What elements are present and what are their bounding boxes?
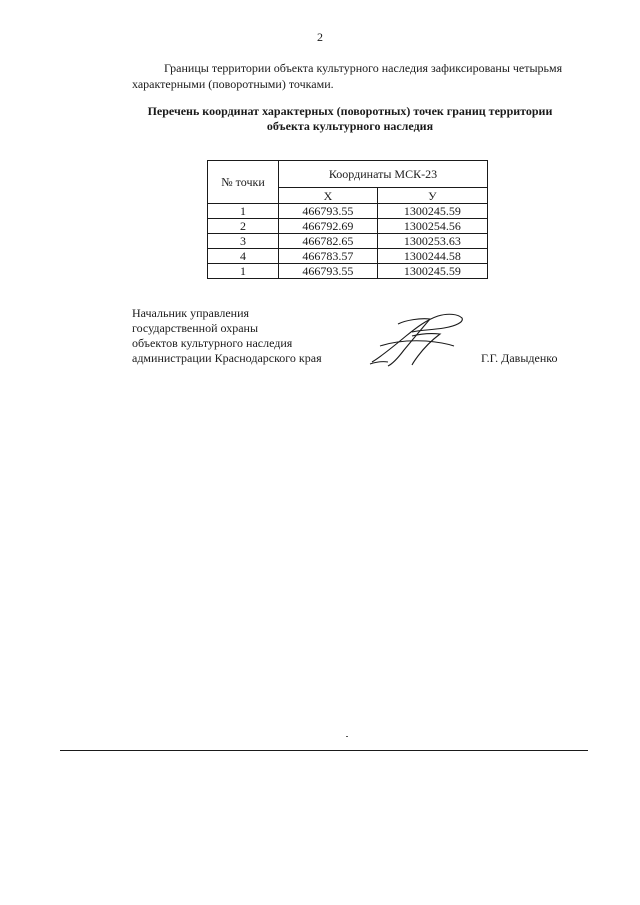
point-number-header: № точки	[208, 161, 279, 204]
point-number-cell: 1	[208, 264, 279, 279]
intro-paragraph: Границы территории объекта культурного наследия зафиксированы четырьмя характерными (поворотными) точками.	[132, 61, 563, 91]
signatory-title-line-2: государственной охраны	[132, 321, 259, 335]
signatory-title-line-4: администрации Краснодарского края	[132, 351, 322, 365]
scan-mark	[346, 736, 348, 737]
table-heading-line-1: Перечень координат характерных (поворотных) точек границ территории	[147, 104, 553, 118]
x-cell: 466792.69	[279, 219, 378, 234]
table-row	[208, 219, 488, 234]
page-number: 2	[317, 30, 323, 44]
table-row	[208, 234, 488, 249]
x-cell: 466793.55	[279, 204, 378, 219]
x-column-header: X	[279, 188, 378, 204]
signer-name: Г.Г. Давыденко	[481, 351, 558, 365]
table-heading	[120, 104, 580, 134]
x-cell: 466793.55	[279, 264, 378, 279]
handwritten-signature	[368, 306, 468, 368]
point-number-cell: 3	[208, 234, 279, 249]
x-cell: 466783.57	[279, 249, 378, 264]
y-cell: 1300245.59	[377, 264, 487, 279]
coordinates-table	[207, 160, 488, 279]
y-cell: 1300245.59	[377, 204, 487, 219]
table-row	[208, 264, 488, 279]
point-number-cell: 4	[208, 249, 279, 264]
table-row	[208, 204, 488, 219]
y-cell: 1300253.63	[377, 234, 487, 249]
table-row	[208, 249, 488, 264]
point-number-cell: 1	[208, 204, 279, 219]
x-cell: 466782.65	[279, 234, 378, 249]
table-heading-line-2: объекта культурного наследия	[266, 119, 434, 133]
y-cell: 1300254.56	[377, 219, 487, 234]
signatory-title-line-1: Начальник управления	[132, 306, 250, 320]
footer-divider	[60, 750, 588, 751]
y-column-header: У	[377, 188, 487, 204]
signatory-title-line-3: объектов культурного наследия	[132, 336, 293, 350]
point-number-cell: 2	[208, 219, 279, 234]
signatory-title	[132, 306, 322, 366]
coordinates-group-header: Координаты МСК-23	[279, 161, 488, 188]
y-cell: 1300244.58	[377, 249, 487, 264]
